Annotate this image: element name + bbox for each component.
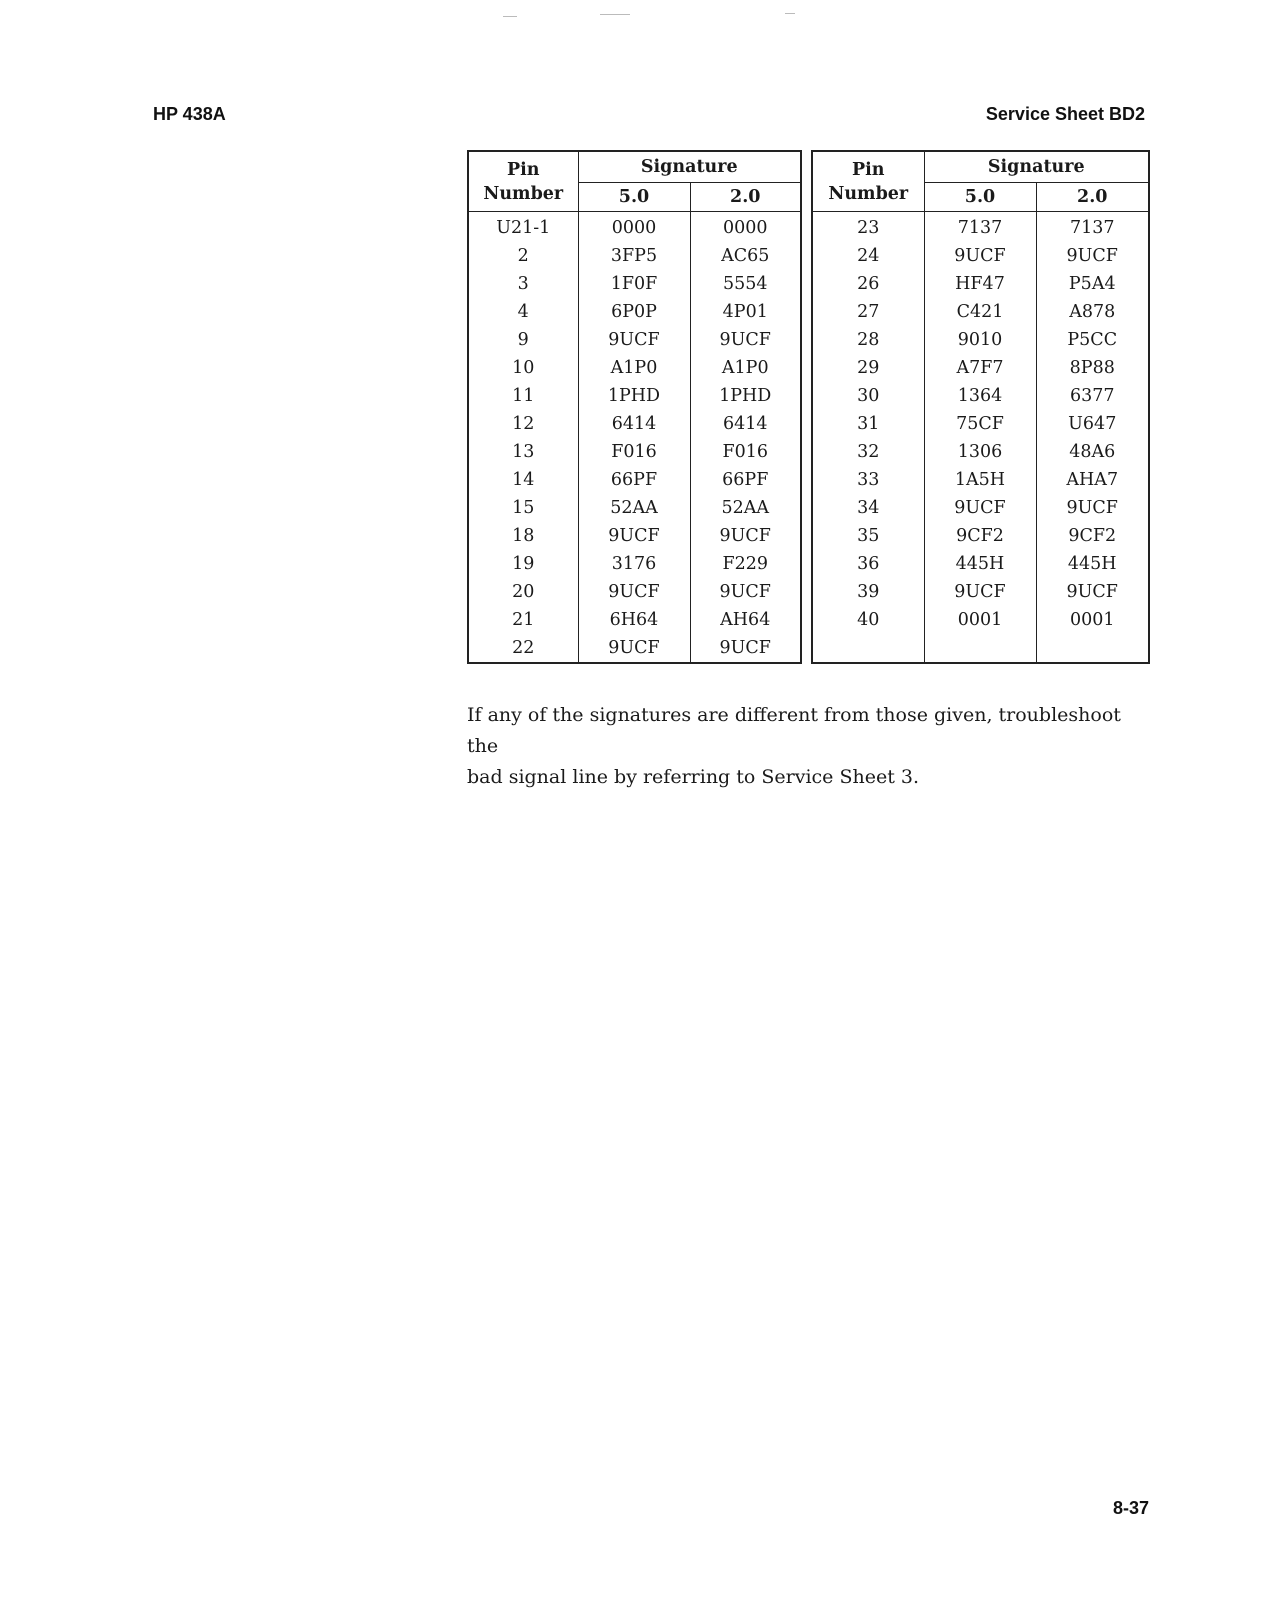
sig5-cell: HF47: [924, 270, 1036, 298]
sig2-cell: P5CC: [1067, 330, 1118, 350]
table-row: [468, 634, 801, 663]
sig5-cell: 75CF: [924, 410, 1036, 438]
sig5-cell: 1306: [924, 438, 1036, 466]
table-row: [812, 326, 1149, 354]
sig2-cell: A1P0: [721, 358, 769, 378]
sig5-cell: [924, 634, 1036, 663]
pin-cell: 30: [812, 382, 924, 410]
sig2-cell: 6377: [1069, 386, 1115, 406]
sig2-cell: 1PHD: [719, 386, 772, 406]
sig5-cell: 3176: [578, 550, 690, 578]
signature-table-left: [467, 150, 802, 664]
sig5-cell: 6H64: [578, 606, 690, 634]
table-row: [468, 410, 801, 438]
table-row: [812, 522, 1149, 550]
sig2-cell: 5554: [722, 274, 768, 294]
sig5-cell: 66PF: [578, 466, 690, 494]
left-table-body: [468, 212, 801, 664]
pin-cell: 14: [468, 466, 578, 494]
pin-cell: 13: [468, 438, 578, 466]
table-row: [468, 438, 801, 466]
pin-number-header: [812, 151, 924, 212]
pin-cell: 33: [812, 466, 924, 494]
pin-cell: 34: [812, 494, 924, 522]
signature-header: Signature: [578, 151, 801, 183]
table-row: [468, 298, 801, 326]
pin-cell: 27: [812, 298, 924, 326]
pin-cell: 23: [812, 212, 924, 243]
sig2-cell: 9UCF: [719, 526, 771, 546]
sig2-cell: F016: [722, 442, 769, 462]
sig2-cell: [1036, 634, 1149, 663]
pin-cell: 18: [468, 522, 578, 550]
table-row: [468, 326, 801, 354]
sig5-cell: 0000: [578, 212, 690, 243]
pin-cell: 36: [812, 550, 924, 578]
table-row: [812, 550, 1149, 578]
sig5-cell: 9UCF: [924, 578, 1036, 606]
pin-header-label: Pin: [506, 159, 540, 180]
pin-cell: 40: [812, 606, 924, 634]
sig2-cell: 445H: [1067, 554, 1117, 574]
pin-cell: 24: [812, 242, 924, 270]
scan-speck: [503, 16, 517, 17]
sig5-cell: 3FP5: [578, 242, 690, 270]
pin-cell: 21: [468, 606, 578, 634]
model-header: HP 438A: [153, 104, 226, 124]
sig2-cell: 9UCF: [1066, 582, 1118, 602]
sig2-cell: 52AA: [721, 498, 770, 518]
sig5-cell: 9UCF: [578, 578, 690, 606]
number-header-label: Number: [483, 183, 564, 204]
sig2-cell: P5A4: [1068, 274, 1116, 294]
sig5-cell: 1A5H: [924, 466, 1036, 494]
service-sheet-header: Service Sheet BD2: [985, 104, 1145, 124]
table-row: [468, 578, 801, 606]
pin-cell: 11: [468, 382, 578, 410]
sig2-cell: 9UCF: [719, 330, 771, 350]
sig5-cell: 9010: [924, 326, 1036, 354]
signature-header: Signature: [924, 151, 1149, 183]
sig2-cell: F229: [722, 554, 769, 574]
sig5-cell: 1F0F: [578, 270, 690, 298]
sig5-cell: 9UCF: [578, 634, 690, 663]
table-row: [812, 410, 1149, 438]
sig5-cell: 1PHD: [578, 382, 690, 410]
sig5-cell: 9UCF: [924, 494, 1036, 522]
table-row: [812, 242, 1149, 270]
scan-speck: [785, 13, 795, 14]
table-row: [812, 634, 1149, 663]
table-row: [468, 494, 801, 522]
sig5-cell: 445H: [924, 550, 1036, 578]
pin-cell: U21-1: [468, 212, 578, 243]
pin-cell: 10: [468, 354, 578, 382]
table-row: [812, 270, 1149, 298]
pin-cell: 4: [468, 298, 578, 326]
sig5-cell: A1P0: [578, 354, 690, 382]
sig2-cell: 7137: [1069, 218, 1115, 238]
sig5-cell: 9UCF: [924, 242, 1036, 270]
sig2-cell: U647: [1068, 414, 1117, 434]
voltage-5-header: 5.0: [578, 183, 690, 212]
table-row: [812, 606, 1149, 634]
pin-cell: 31: [812, 410, 924, 438]
pin-cell: 9: [468, 326, 578, 354]
sig5-cell: 9UCF: [578, 522, 690, 550]
pin-header-label: Pin: [851, 159, 885, 180]
table-row: [812, 438, 1149, 466]
sig5-cell: 6P0P: [578, 298, 690, 326]
sig2-cell: 9CF2: [1068, 526, 1117, 546]
voltage-2-header: 2.0: [1036, 183, 1149, 212]
table-row: [468, 242, 801, 270]
table-row: [812, 494, 1149, 522]
table-row: [468, 550, 801, 578]
table-row: [468, 270, 801, 298]
right-table-body: [812, 212, 1149, 664]
signature-table-right: [811, 150, 1150, 664]
table-row: [468, 212, 801, 243]
sig5-cell: 7137: [924, 212, 1036, 243]
number-header-label: Number: [828, 183, 909, 204]
pin-cell: 19: [468, 550, 578, 578]
table-row: [812, 382, 1149, 410]
table-row: [468, 606, 801, 634]
note-line-2: bad signal line by referring to Service Sheet 3.: [467, 766, 919, 788]
sig5-cell: C421: [924, 298, 1036, 326]
pin-cell: 39: [812, 578, 924, 606]
sig2-cell: 9UCF: [719, 638, 771, 658]
pin-cell: 22: [468, 634, 578, 663]
sig5-cell: 6414: [578, 410, 690, 438]
sig2-cell: 9UCF: [1066, 498, 1118, 518]
page-number: 8-37: [1112, 1498, 1149, 1518]
sig5-cell: 9UCF: [578, 326, 690, 354]
sig5-cell: A7F7: [924, 354, 1036, 382]
sig2-cell: 0001: [1069, 610, 1115, 630]
table-row: [468, 522, 801, 550]
sig2-cell: AH64: [720, 610, 771, 630]
sig5-cell: 0001: [924, 606, 1036, 634]
pin-cell: 28: [812, 326, 924, 354]
table-row: [468, 382, 801, 410]
pin-cell: 20: [468, 578, 578, 606]
sig5-cell: 52AA: [578, 494, 690, 522]
sig5-cell: 1364: [924, 382, 1036, 410]
pin-cell: 35: [812, 522, 924, 550]
sig2-cell: 9UCF: [719, 582, 771, 602]
sig2-cell: 9UCF: [1066, 246, 1118, 266]
pin-cell: 3: [468, 270, 578, 298]
sig2-cell: 0000: [722, 218, 768, 238]
sig2-cell: 8P88: [1069, 358, 1115, 378]
sig2-cell: 6414: [722, 414, 768, 434]
table-row: [812, 212, 1149, 243]
sig5-cell: F016: [578, 438, 690, 466]
sig2-cell: A878: [1069, 302, 1116, 322]
pin-number-header: [468, 151, 578, 212]
table-row: [468, 466, 801, 494]
pin-cell: 26: [812, 270, 924, 298]
pin-cell: 29: [812, 354, 924, 382]
note-line-1: If any of the signatures are different from those given, troubleshoot the: [467, 704, 1121, 757]
scan-speck: [600, 14, 630, 15]
sig5-cell: 9CF2: [924, 522, 1036, 550]
sig2-cell: 48A6: [1069, 442, 1116, 462]
table-row: [812, 298, 1149, 326]
sig2-cell: 66PF: [722, 470, 769, 490]
sig2-cell: 4P01: [722, 302, 768, 322]
table-row: [812, 578, 1149, 606]
table-row: [812, 354, 1149, 382]
voltage-2-header: 2.0: [690, 183, 801, 212]
pin-cell: [812, 634, 924, 663]
table-row: [812, 466, 1149, 494]
troubleshoot-note: [467, 700, 1157, 793]
sig2-cell: AC65: [721, 246, 770, 266]
pin-cell: 12: [468, 410, 578, 438]
table-row: [468, 354, 801, 382]
voltage-5-header: 5.0: [924, 183, 1036, 212]
pin-cell: 32: [812, 438, 924, 466]
pin-cell: 15: [468, 494, 578, 522]
sig2-cell: AHA7: [1066, 470, 1119, 490]
pin-cell: 2: [468, 242, 578, 270]
